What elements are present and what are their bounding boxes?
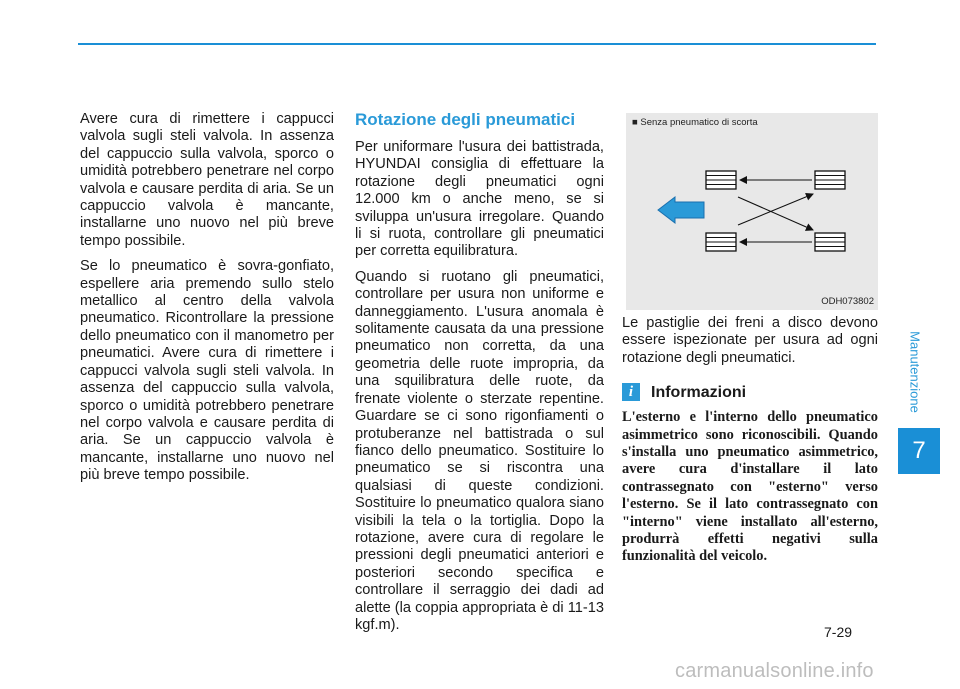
rotation-arrow-cross-up — [738, 194, 813, 225]
paragraph-brake-pads: Le pastiglie dei freni a disco devono essere ispezionate per usura ad ogni rotazione degli pneumatici. — [622, 315, 878, 366]
info-body: L'esterno e l'interno dello pneumatico asimmetrico sono riconoscibili. Quando s'installa uno pneumatico asimmetrico, avere cura d'installare il lato contrassegnato con "esterno" verso l'esterno. Se il lato contrassegnato con "interno" viene installato all'esterno, produrrà effetti negativi sulla funzionalità del veicolo. — [622, 409, 878, 565]
figure-code: ODH073802 — [821, 296, 874, 307]
section-heading-tire-rotation: Rotazione degli pneumatici — [355, 110, 576, 129]
tire-rotation-figure — [626, 113, 878, 310]
column-middle — [355, 110, 604, 642]
tire-rotation-diagram — [626, 113, 878, 310]
column-left — [80, 111, 334, 493]
column-right — [622, 315, 878, 574]
section-side-label — [904, 327, 926, 417]
figure-caption: ■ Senza pneumatico di scorta — [632, 117, 758, 128]
page-number: 7-29 — [824, 624, 853, 640]
chapter-tab: 7 — [898, 428, 940, 474]
tire-rear-right-icon — [815, 233, 845, 251]
paragraph-over-inflated: Se lo pneumatico è sovra-gonfiato, espellere aria premendo sullo stelo metallico al centro della valvola pneumatico. Ricontrollare la pressione dello pneumatico con il manometro per pneumatici. Avere cura di rimettere i cappucci valvola sugli steli valvola. In assenza del cappuccio sulla valvola, sporco o umidità potrebbero penetrare nel corpo valvola e causare perdita di aria. Se un cappuccio valvola è mancante, installarne uno nuovo nel più breve tempo possibile. — [80, 258, 334, 484]
paragraph-rotation-interval: Per uniformare l'usura dei battistrada, HYUNDAI consiglia di effettuare la rotazione degli pneumatici ogni 12.000 km o anche meno, se si sviluppa un'usura irregolare. Quando li si ruota, controllare gli pneumatici per corretta equilibratura. — [355, 139, 604, 260]
paragraph-valve-caps: Avere cura di rimettere i cappucci valvola sugli steli valvola. In assenza del cappuccio sulla valvola, sporco o umidità potrebbero penetrare nel corpo valvola e causare perdita di aria. Se un cappuccio valvola è mancante, installarne uno nuovo nel più breve tempo possibile. — [80, 111, 334, 249]
info-icon: i — [622, 383, 640, 401]
driving-direction-arrow-icon — [658, 197, 704, 223]
section-side-label-text: Manutenzione — [907, 331, 923, 413]
info-header — [622, 383, 878, 401]
paragraph-rotation-checks: Quando si ruotano gli pneumatici, controllare per usura non uniforme e danneggiamento. L'usura anomala è solitamente causata da una pressione pneumatico non corretta, da una geometria delle ruote impropria, da una squilibratura delle ruote, da frenate violente o sterzate repentine. Guardare se ci sono rigonfiamenti o protuberanze nel battistrada o sul fianco dello pneumatico. Sostituire lo pneumatico se si riscontra una qualsiasi di queste condizioni. Sostituire lo pneumatico qualora siano visibili la tela o la tortiglia. Dopo la rotazione, avere cura di regolare le pressioni degli pneumatici anteriori e posteriori secondo specifica e controllare il serraggio dei dadi ad alette (la coppia appropriata è di 11-13 kgf.m). — [355, 268, 604, 633]
tire-front-right-icon — [706, 233, 736, 251]
info-title: Informazioni — [651, 383, 747, 401]
tire-front-left-icon — [706, 171, 736, 189]
tire-rear-left-icon — [815, 171, 845, 189]
top-rule — [78, 43, 876, 45]
watermark: carmanualsonline.info — [675, 660, 874, 682]
rotation-arrow-cross-down — [738, 197, 813, 230]
